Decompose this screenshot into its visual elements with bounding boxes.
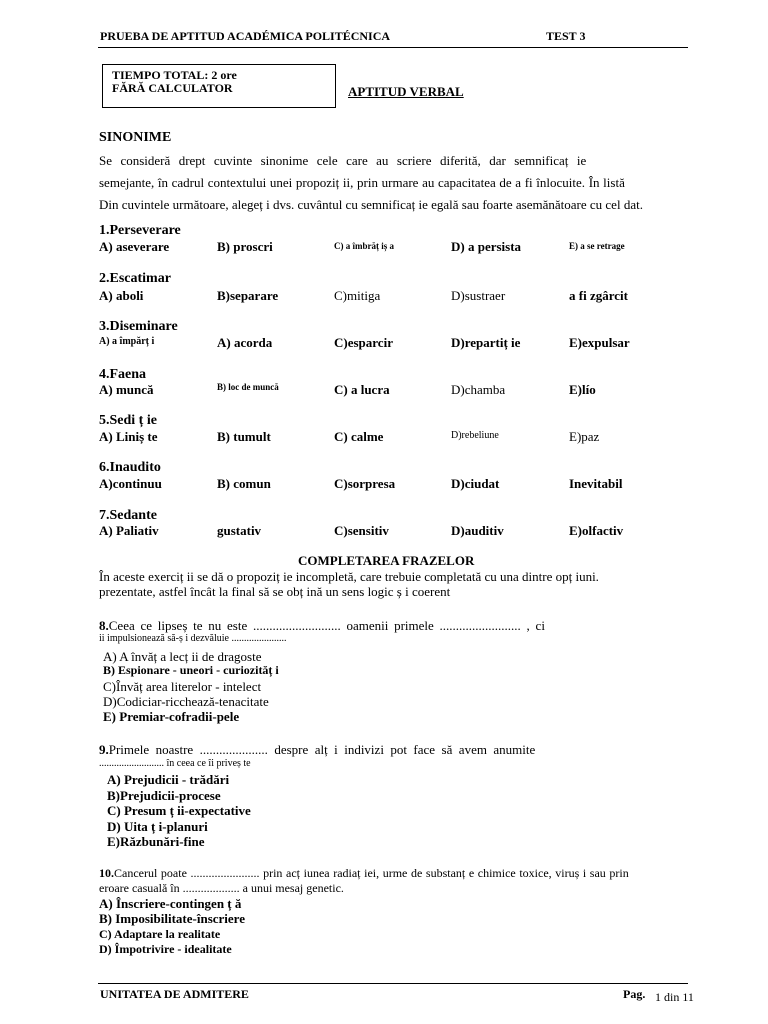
header-test-number: TEST 3: [546, 29, 586, 43]
option-b[interactable]: B)Prejudicii-procese: [107, 788, 221, 803]
total-time-label: TIEMPO TOTAL: 2 ore: [112, 68, 237, 82]
question-number: 9.: [99, 742, 109, 757]
instruction-line: semejante, în cadrul contextului unei propoziț ii, prin urmare au capacitatea de a fi înlocuite. În listă: [99, 175, 625, 190]
completare-title: COMPLETAREA FRAZELOR: [298, 553, 475, 568]
option-c[interactable]: C)esparcir: [334, 335, 393, 350]
question-text: [99, 866, 629, 881]
option-b[interactable]: B) proscri: [217, 239, 273, 254]
option-d[interactable]: D)sustraer: [451, 288, 506, 303]
option-b[interactable]: gustativ: [217, 523, 262, 538]
option-a[interactable]: A) A învăț a lecț ii de dragoste: [103, 649, 262, 664]
option-c[interactable]: C) a lucra: [334, 382, 390, 397]
option-b[interactable]: B) comun: [217, 476, 271, 491]
question-number: 8.: [99, 618, 109, 633]
option-c[interactable]: C) Adaptare la realitate: [99, 927, 221, 941]
option-a[interactable]: A) Prejudicii - trădări: [107, 772, 230, 787]
option-d[interactable]: D) a persista: [451, 239, 522, 254]
option-e[interactable]: E)olfactiv: [569, 523, 624, 538]
option-a[interactable]: A) Înscriere-contingen ț ă: [99, 896, 242, 911]
no-calculator-label: FĂRĂ CALCULATOR: [112, 81, 233, 95]
option-a[interactable]: A) Liniș te: [99, 429, 158, 444]
question-text: [99, 742, 535, 758]
option-d[interactable]: D) Împotrivire - idealitate: [99, 942, 232, 956]
question-line: Cancerul poate ....................... prin acț iunea radiaț iei, urme de substanț e chimice toxice, viruș i sau prin: [114, 866, 629, 880]
option-c[interactable]: C)mitiga: [334, 288, 381, 303]
option-a[interactable]: A) aseverare: [99, 239, 170, 254]
footer-page-label: Pag.: [623, 987, 646, 1001]
option-c[interactable]: C) a îmbrăț iș a: [334, 241, 394, 251]
option-b[interactable]: B) loc de muncă: [217, 382, 279, 392]
instruction-line: În aceste exerciț ii se dă o propoziț ie incompletă, care trebuie completată cu una dintre opț iuni.: [99, 569, 599, 584]
option-a[interactable]: A) muncă: [99, 382, 154, 397]
footer-admission-unit: UNITATEA DE ADMITERE: [100, 987, 249, 1001]
sinonime-title: SINONIME: [99, 130, 172, 145]
question-title: 2.Escatimar: [99, 271, 171, 286]
question-line-2: eroare casuală în ................... a unui mesaj genetic.: [99, 881, 344, 895]
question-text: [99, 618, 545, 634]
header-rule: [98, 47, 688, 48]
question-title: 3.Diseminare: [99, 319, 178, 334]
section-title: APTITUD VERBAL: [348, 84, 464, 99]
option-e[interactable]: E) a se retrage: [569, 241, 625, 251]
option-c[interactable]: C)sorpresa: [334, 476, 396, 491]
instruction-line: Din cuvintele următoare, alegeț i dvs. cuvântul cu semnificaț ie egală sau foarte asemănătoare cu cel dat.: [99, 197, 643, 212]
question-title: 6.Inaudito: [99, 460, 161, 475]
option-a[interactable]: A)continuu: [99, 476, 162, 491]
option-e[interactable]: E)paz: [569, 429, 600, 444]
option-d[interactable]: D)chamba: [451, 382, 506, 397]
header-title: PRUEBA DE APTITUD ACADÉMICA POLITÉCNICA: [100, 29, 391, 43]
option-d[interactable]: D)repartiț ie: [451, 335, 521, 350]
footer-page-number: 1 din 11: [655, 990, 694, 1004]
option-d[interactable]: D)Codiciar-ricchează-tenacitate: [103, 694, 269, 709]
info-box: [102, 64, 336, 108]
option-c[interactable]: C)sensitiv: [334, 523, 389, 538]
option-e[interactable]: a fi zgârcit: [569, 288, 628, 303]
option-e[interactable]: E)Răzbunări-fine: [107, 834, 205, 849]
option-a[interactable]: A) a împărț i: [99, 336, 155, 347]
option-b[interactable]: B) Imposibilitate-înscriere: [99, 911, 245, 926]
question-line-2: .......................... în ceea ce îi priveș te: [99, 758, 251, 769]
option-a[interactable]: A) aboli: [99, 288, 144, 303]
option-b[interactable]: A) acorda: [217, 335, 273, 350]
footer-rule: [98, 983, 688, 984]
option-e[interactable]: E)lío: [569, 382, 596, 397]
option-b[interactable]: B) tumult: [217, 429, 271, 444]
option-d[interactable]: D)ciudat: [451, 476, 500, 491]
question-title: 5.Sedi ț ie: [99, 413, 157, 428]
question-title: 1.Perseverare: [99, 223, 181, 238]
option-a[interactable]: A) Paliativ: [99, 523, 159, 538]
instruction-line: prezentate, astfel încât la final să se obț ină un sens logic ș i coerent: [99, 584, 451, 599]
option-b[interactable]: B)separare: [217, 288, 279, 303]
option-b[interactable]: B) Espionare - uneori - curiozităț i: [103, 663, 279, 677]
option-d[interactable]: D)rebeliune: [451, 430, 499, 441]
question-line: Primele noastre ..................... despre alț i indivizi pot face să avem anumite: [108, 742, 536, 757]
option-d[interactable]: D) Uita ț i-planuri: [107, 819, 208, 834]
option-c[interactable]: C) Presum ț ii-expectative: [107, 803, 251, 818]
option-d[interactable]: D)auditiv: [451, 523, 504, 538]
question-title: 7.Sedante: [99, 508, 157, 523]
question-line: Ceea ce lipseș te nu este ........................... oamenii primele ......................... , ci: [108, 618, 545, 633]
completare-instructions: [99, 569, 599, 599]
sinonime-instructions: [99, 150, 705, 216]
option-e[interactable]: Inevitabil: [569, 476, 623, 491]
option-e[interactable]: E) Premiar-cofradii-pele: [103, 709, 240, 724]
option-c[interactable]: C) calme: [334, 429, 384, 444]
instruction-line: Se consideră drept cuvinte sinonime cele care au scriere diferită, dar semnificaț ie: [99, 153, 587, 168]
question-number: 10.: [99, 866, 114, 880]
question-title: 4.Faena: [99, 367, 147, 382]
option-c[interactable]: C)Învăț area literelor - intelect: [103, 679, 262, 694]
option-e[interactable]: E)expulsar: [569, 335, 630, 350]
question-line-2: ii impulsionează să-ș i dezvăluie ......................: [99, 633, 287, 644]
